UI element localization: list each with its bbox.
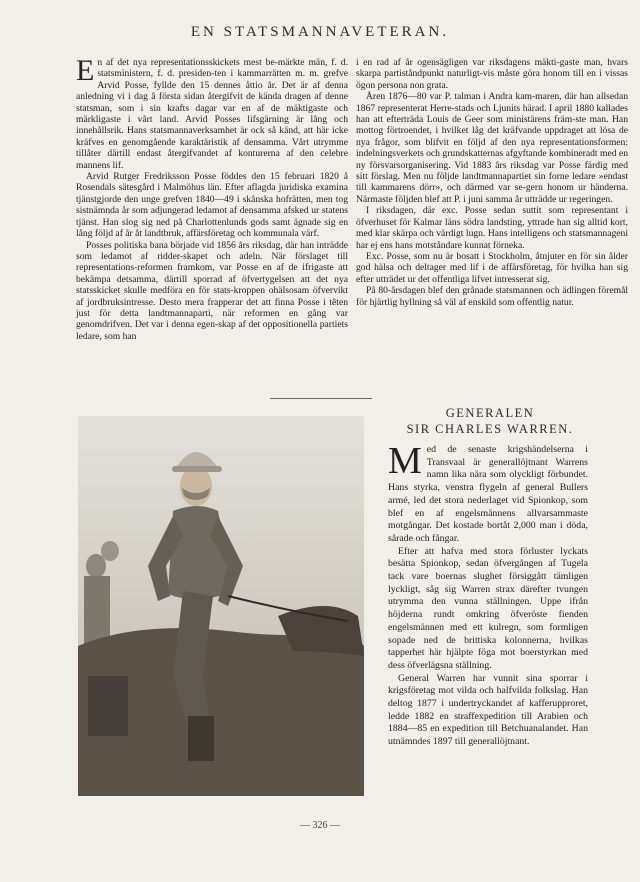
article2-subtitle: SIR CHARLES WARREN.: [406, 422, 574, 436]
article2-paragraph: Efter att hafva med stora förluster lyckats besätta Spionkop, sedan öfvergången af Tugela tack vare boernas slughet försiggått tämligen lyckligt, såg sig Warren strax därefter tvungen utrymma den vunna ställningen. Uppe ifrån höjderna rundt omkring öfveröste fienden engelsmännen med ett kulregn, som formligen sopade ned de brittiska kolonnerna, hvilkas tapperhet här hjälpte föga mot boerstyrkan med dess öfverlägsna ställning.: [388, 545, 588, 671]
article2-paragraph: General Warren har vunnit sina sporrar i krigsföretag mot vilda och halfvilda folkslag. Han deltog 1877 i undertryckandet af kafferupproret, ledde 1882 en straffexpedition till Arabien och 1884—85 en expedition till Betchuanalandet. Han utnämndes 1897 till generallöjtnant.: [388, 672, 588, 748]
article1-right-column: [356, 57, 628, 308]
general-warren-illustration: [78, 416, 364, 796]
article1-paragraph: Exc. Posse, som nu är bosatt i Stockholm, åtnjuter en för sin ålder god hälsa och deltager med lif i de affärsföretag, för hvilka han sig efter utträdet ur det offentliga lifvet intresserat sig.: [356, 250, 628, 285]
section-divider: [270, 398, 372, 399]
article1-paragraph: Åren 1876—80 var P. talman i Andra kam-maren, där han allsedan 1867 representerat Herre-stads och Ljunits härad. I april 1880 kallades han att efterträda Louis de Geer som ministärens främ-ste man. Han mottog förtroendet, i hvilket låg det kräfvande uppdraget att lösa de nya frågor, som blifvit en följd af den nya representationsformen: indelningsverkets och grundskatternas afgyftande kombineradt med en ny försvarsorganisering. Vid 1883 års riksdag var Posse färdig med sitt förslag. Men nu följde landtmannapartiet sin forne ledare »endast till kammarens dörr», och därmed var se-gern honom ur händerna. Närmaste följden blef att P. i juni samma år utträdde ur regeringen.: [356, 91, 628, 205]
article2-paragraph: Med de senaste krigshändelserna i Transvaal är generallöjtnant Warrens namn lika nära som olyckligt förbundet. Hans styrka, venstra flygeln af general Bullers armé, led det stora nederlaget vid Spionkop, som blef en af engelsmännens allvarsammaste motgångar. Det kostade bortåt 2,000 man i döda, sårade och fångar.: [388, 440, 588, 544]
general-on-horseback-image: [78, 416, 364, 796]
dropcap: M: [388, 440, 422, 482]
article1-paragraph: På 80-årsdagen blef den grånade statsmannen och ädlingen föremål för hjärtlig hyllning så väl af enskild som offentlig natur.: [356, 285, 628, 308]
dropcap: E: [76, 54, 95, 87]
article1-left-column: [76, 54, 348, 342]
article1-paragraph: Arvid Rutger Fredriksson Posse föddes den 15 februari 1820 å Rosendals sätesgård i Malmöhus län. Efter aflagda juridiska examina tjänstgjorde den unge grefven 1840—49 i skånska hofrätten, men tog sistnämnda år som adjungerad ledamot af densamma afsked ur statens tjänst. Han slog sig ned på Charlottenlunds gods samt ägnade sig en lång följd af år åt landtbruk, affärsföretag och kommunala värf.: [76, 171, 348, 240]
article1-paragraph: i en rad af år ogensägligen var riksdagens mäkti-gaste man, hvars skarpa partiståndpunkt naturligt-vis måste göra honom till en i vissas ögon persona non grata.: [356, 57, 628, 91]
article1-paragraph: En af det nya representationsskickets mest be-märkte män, f. d. statsministern, f. d. presiden-ten i kammarrätten m. m. grefve Arvid Posse, fyllde den 15 dennes åttio år. Det är af denna anledning vi i dag å första sidan återgifvit de kända dragen af denne statsman, som i sin krafts dagar var en af de mäktigaste och märkligaste i vårt land. Arvid Posses lifsgärning är lång och innehållsrik. Hans statsmannaverksamhet är ock så känd, att här icke kräfves en genomgående karaktäristik af densamma. Vårt utrymme tillåter därtill endast återgifvandet af konturerna af den celebre mannens lif.: [76, 54, 348, 171]
article1-paragraph: Posses politiska bana började vid 1856 års riksdag, där han inträdde som ledamot af ridder-skapet och adeln. När förslaget till representations-reformen framkom, var Posse en af de ifrigaste att bekämpa detsamma, därtill sporrad af öfvertygelsen att det nya statsskicket skulle medföra en för stats-kroppen ohälsosam öfvervikt af jordbruksintresse. Desto mera frapperar det att finna Posse i têten just för detta landtmannaparti, när reformen en gång var genomdrifven. Det var i denna egen-skap af det oppositionella partiets ledare, som han: [76, 239, 348, 342]
article2-column: [388, 440, 588, 749]
article2-title: GENERALEN: [445, 406, 535, 420]
page-title: EN STATSMANNAVETERAN.: [190, 24, 450, 40]
article1-paragraph: I riksdagen, där exc. Posse sedan suttit som representant i öfverhuset för Kalmar läns södra landsting, yttrade han sig alltid kort, med klar skärpa och värdigt lugn. Hans intelligens och statsmannageni har ej ens hans motståndare kunnat förneka.: [356, 205, 628, 251]
page-number: — 326 —: [300, 820, 340, 831]
